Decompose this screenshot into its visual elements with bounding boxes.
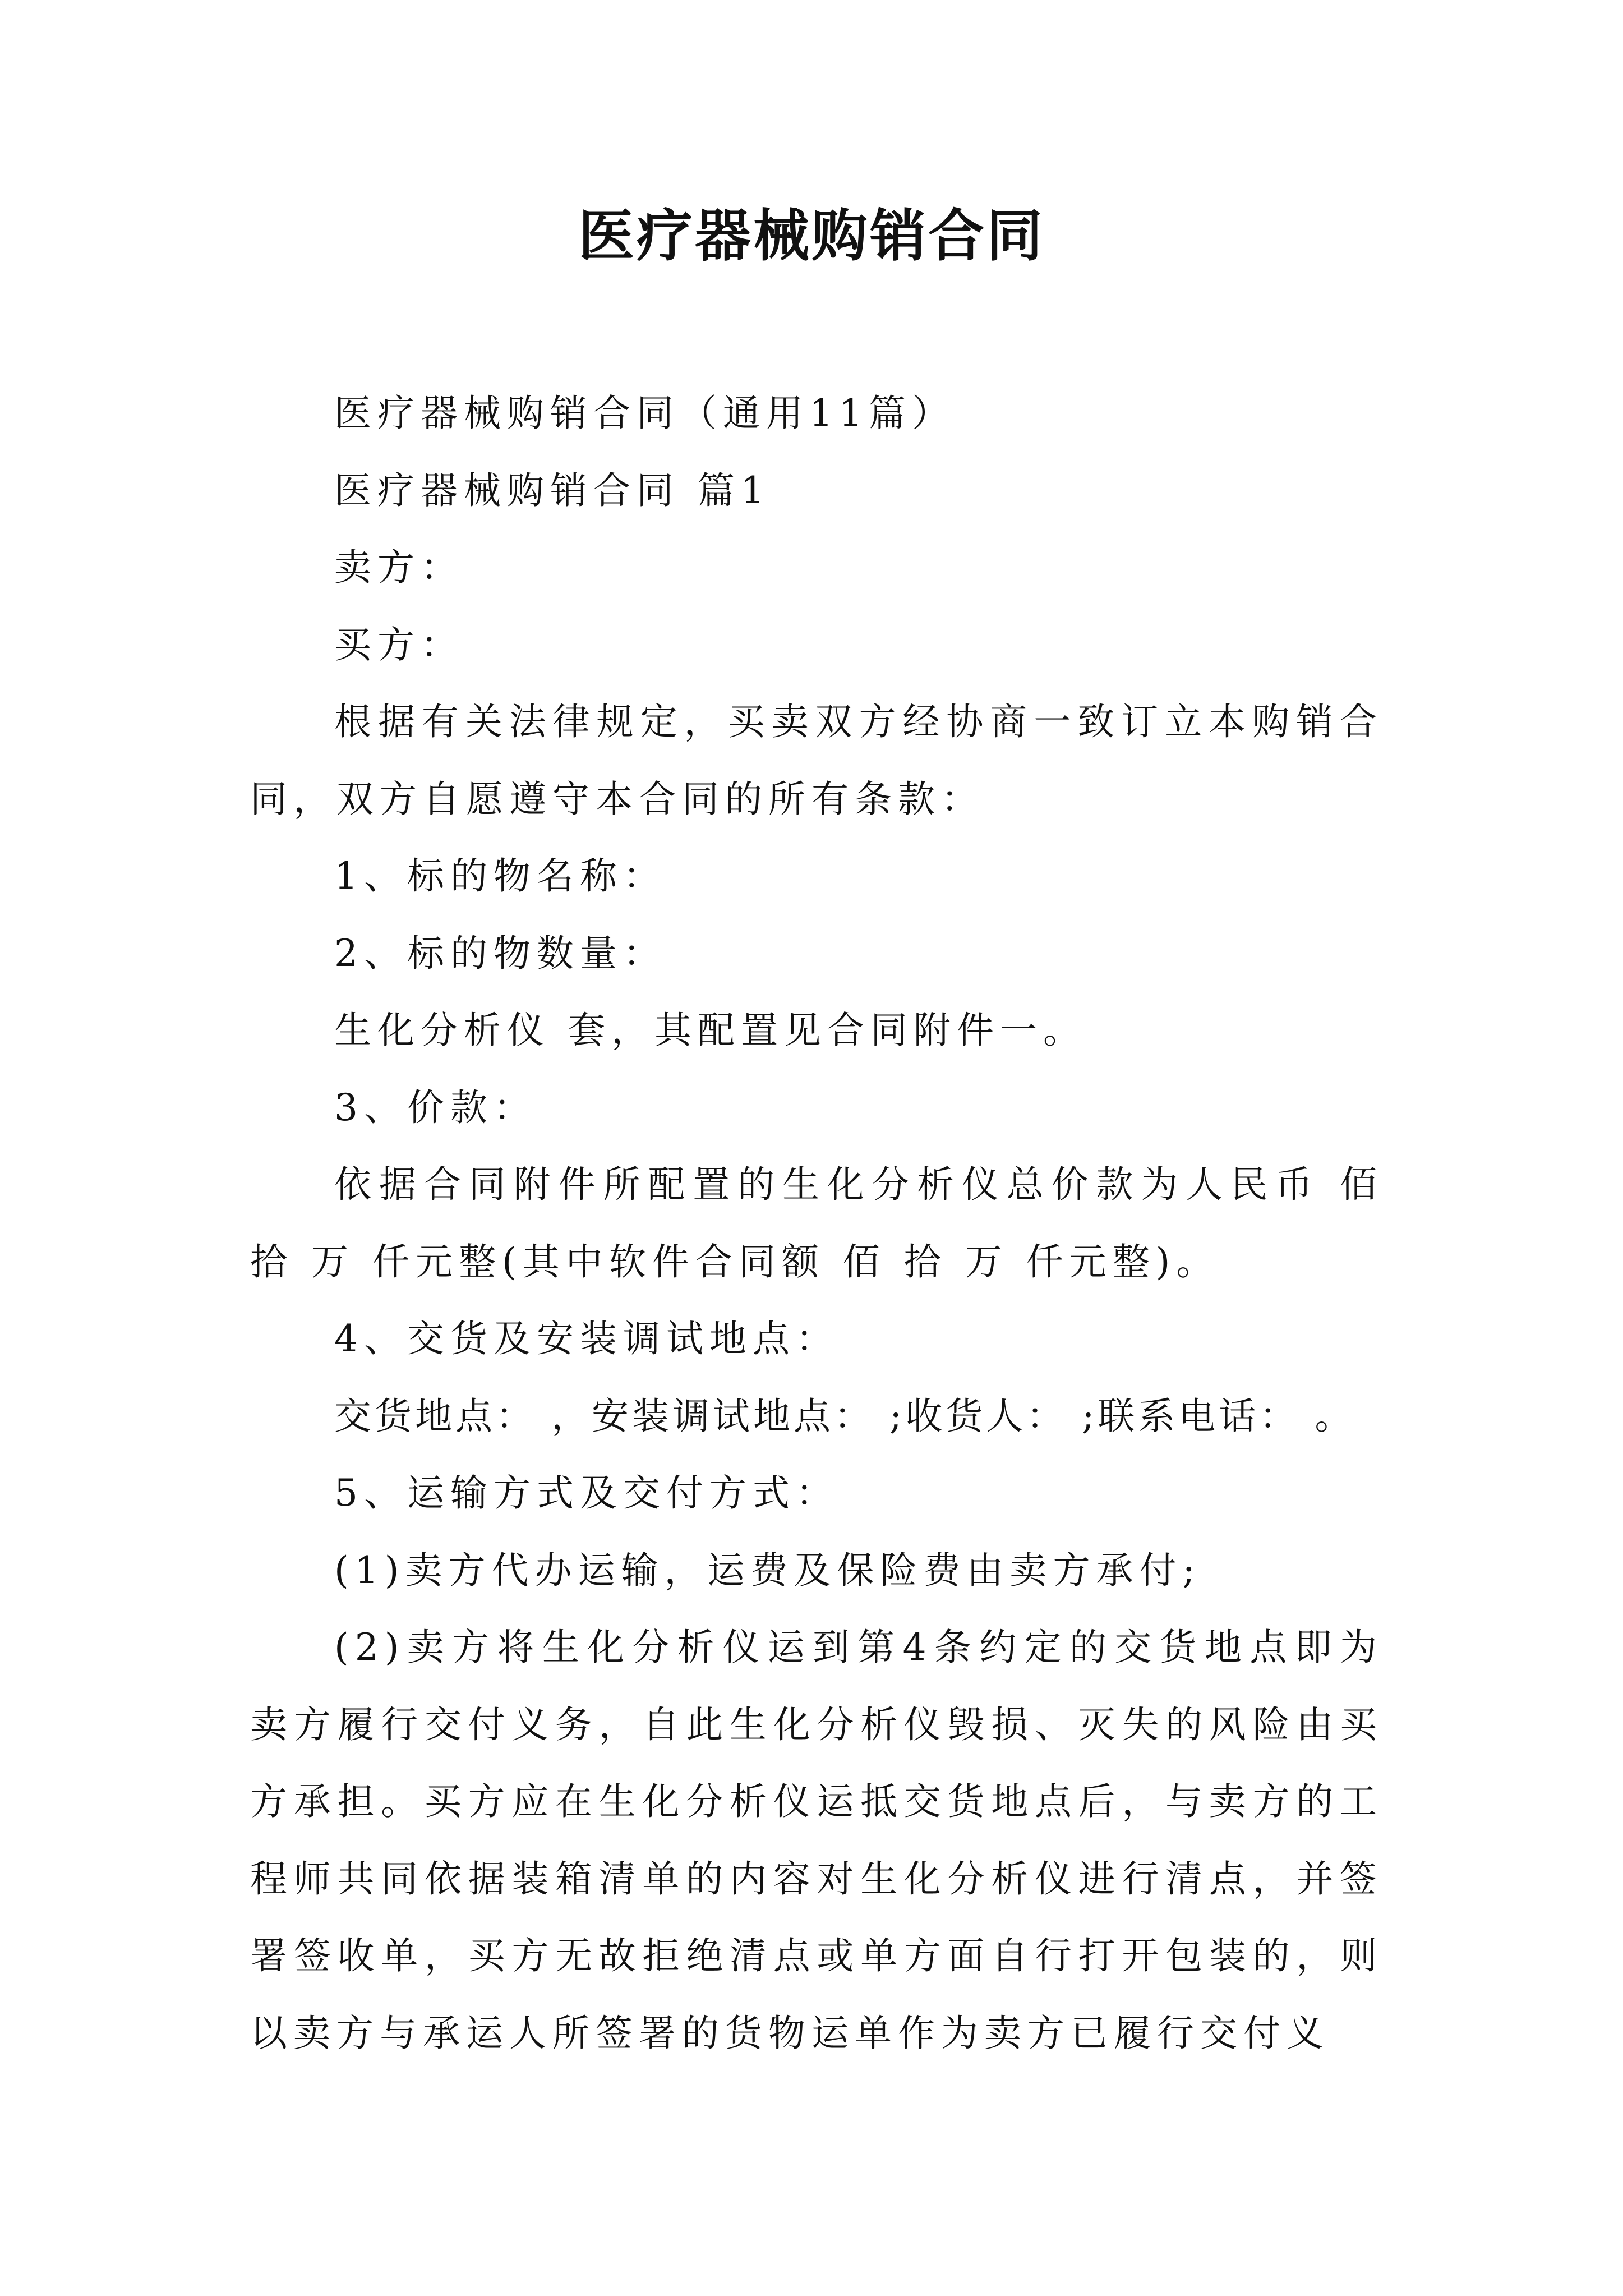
paragraph-price-detail: 依据合同附件所配置的生化分析仪总价款为人民币 佰 拾 万 仟元整(其中软件合同额 佰 拾 万 仟元整)。: [250, 1163, 1401, 1283]
paragraph-item-name: 1、标的物名称：: [334, 854, 666, 898]
paragraph-delivery: 4、交货及安装调试地点：: [334, 1317, 839, 1360]
paragraph-preamble: 根据有关法律规定，买卖双方经协商一致订立本购销合同，双方自愿遵守本合同的所有条款：: [250, 700, 1383, 821]
paragraph-transport-1: (1)卖方代办运输，运费及保险费由卖方承付;: [334, 1548, 1201, 1592]
paragraph-item-quantity: 2、标的物数量：: [334, 931, 666, 975]
document-title: 医疗器械购销合同: [578, 203, 1045, 269]
document-body: [250, 375, 1401, 2072]
paragraph-transport: 5、运输方式及交付方式：: [334, 1471, 839, 1515]
paragraph-heading: 医疗器械购销合同（通用11篇）: [334, 392, 955, 435]
paragraph-delivery-detail: 交货地点： ，安装调试地点： ;收货人： ;联系电话： 。: [334, 1394, 1355, 1438]
paragraph-section-title: 医疗器械购销合同 篇1: [334, 468, 771, 512]
paragraph-quantity-detail: 生化分析仪 套，其配置见合同附件一。: [334, 1009, 1086, 1052]
paragraph-buyer: 买方：: [334, 623, 464, 666]
paragraph-seller: 卖方：: [334, 546, 464, 589]
paragraph-transport-2: (2)卖方将生化分析仪运到第4条约定的交货地点即为卖方履行交付义务，自此生化分析仪毁损、灭失的风险由买方承担。买方应在生化分析仪运抵交货地点后，与卖方的工程师共同依据装箱清单的内容对生化分析仪进行清点，并签署签收单，买方无故拒绝清点或单方面自行打开包装的，则以卖方与承运人所签署的货物运单作为卖方已履行交付义: [250, 1626, 1383, 2055]
paragraph-price: 3、价款：: [334, 1085, 537, 1129]
